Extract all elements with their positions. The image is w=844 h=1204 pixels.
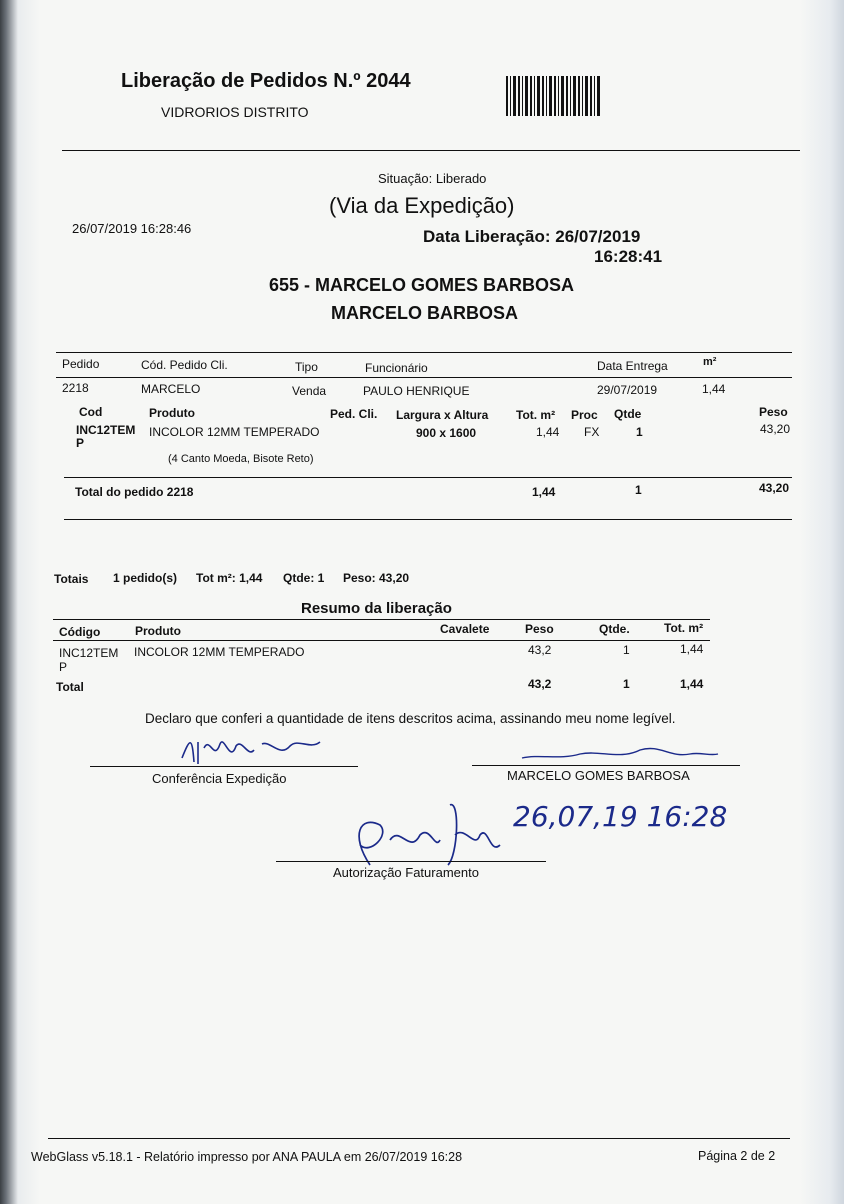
footer-print-info: WebGlass v5.18.1 - Relatório impresso por ANA PAULA em 26/07/2019 16:28 <box>31 1150 463 1164</box>
summary-total-label: Total <box>56 680 84 694</box>
summary-peso: 43,2 <box>528 643 552 657</box>
totals-pedidos: 1 pedido(s) <box>113 571 178 585</box>
divider <box>62 150 800 151</box>
order-data-entrega: 29/07/2019 <box>597 383 658 397</box>
item-tot-m2: 1,44 <box>536 425 560 439</box>
declaration-text <box>145 711 676 726</box>
order-pedido: 2218 <box>62 381 89 395</box>
handwritten-signature-cliente <box>520 740 720 766</box>
col-ped-cli: Ped. Cli. <box>330 407 378 421</box>
signature-line-conferencia <box>90 766 358 767</box>
totals-label: Totais <box>54 572 89 586</box>
summary-col-codigo: Código <box>59 625 101 639</box>
divider <box>64 477 792 478</box>
summary-produto: INCOLOR 12MM TEMPERADO <box>134 645 305 659</box>
summary-col-tot-m2: Tot. m² <box>664 621 704 635</box>
company-name: VIDRORIOS DISTRITO <box>161 104 309 120</box>
cliente-signature-label: MARCELO GOMES BARBOSA <box>507 768 690 783</box>
summary-total-tot-m2: 1,44 <box>680 677 704 691</box>
order-total-qtde: 1 <box>635 483 642 497</box>
summary-col-peso: Peso <box>525 622 554 636</box>
summary-col-produto: Produto <box>135 624 181 638</box>
signature-line-cliente <box>472 765 740 766</box>
copy-type: (Via da Expedição) <box>329 193 515 218</box>
order-cod-cli: MARCELO <box>141 382 201 396</box>
col-largura-altura: Largura x Altura <box>396 408 489 422</box>
summary-col-cavalete: Cavalete <box>440 622 490 636</box>
totals-m2: Tot m²: 1,44 <box>196 571 263 585</box>
document-title: Liberação de Pedidos N.º 2044 <box>121 70 411 92</box>
footer-page-number: Página 2 de 2 <box>698 1149 776 1163</box>
divider <box>64 519 792 520</box>
order-tipo: Venda <box>292 384 327 398</box>
item-peso: 43,20 <box>760 422 791 436</box>
col-qtde: Qtde <box>614 407 642 421</box>
col-cod: Cod <box>79 405 103 419</box>
handwritten-signature-conferencia <box>170 728 330 770</box>
handwritten-signature-autorizacao <box>340 795 510 875</box>
item-qtde: 1 <box>636 425 643 439</box>
divider <box>53 640 710 641</box>
summary-codigo: INC12TEM <box>59 646 119 660</box>
col-proc: Proc <box>571 408 598 422</box>
item-cod-cont: P <box>76 436 85 450</box>
col-tipo: Tipo <box>295 360 318 374</box>
signature-line-autorizacao <box>276 861 546 862</box>
summary-title: Resumo da liberação <box>301 600 452 617</box>
release-time: 16:28:41 <box>594 247 663 266</box>
col-m2: m² <box>703 356 717 368</box>
summary-codigo-cont: P <box>59 660 68 674</box>
divider <box>53 619 710 620</box>
col-tot-m2: Tot. m² <box>516 408 556 422</box>
item-cod: INC12TEM <box>76 423 136 437</box>
declaration-content: Declaro que conferi a quantidade de itens descritos acima, assinando meu nome legível. <box>145 711 676 726</box>
order-funcionario: PAULO HENRIQUE <box>363 384 470 398</box>
order-m2: 1,44 <box>702 382 726 396</box>
item-medidas: 900 x 1600 <box>416 426 477 440</box>
col-pedido: Pedido <box>62 357 100 371</box>
order-total-m2: 1,44 <box>532 485 556 499</box>
totals-qtde: Qtde: 1 <box>283 571 325 585</box>
col-peso: Peso <box>759 405 788 419</box>
release-date: Data Liberação: 26/07/2019 <box>423 227 641 246</box>
summary-qtde: 1 <box>623 643 630 657</box>
item-obs: (4 Canto Moeda, Bisote Reto) <box>168 453 314 465</box>
col-cod-pedido-cli: Cód. Pedido Cli. <box>141 358 228 372</box>
totals-peso: Peso: 43,20 <box>343 571 410 585</box>
print-datetime: 26/07/2019 16:28:46 <box>72 221 192 236</box>
summary-tot-m2: 1,44 <box>680 642 704 656</box>
conferencia-label: Conferência Expedição <box>152 771 287 786</box>
customer-contact: MARCELO BARBOSA <box>331 303 518 323</box>
autorizacao-label: Autorização Faturamento <box>333 865 479 880</box>
handwritten-date: 26,07,19 16:28 <box>513 800 728 833</box>
col-produto: Produto <box>149 406 195 420</box>
footer-divider <box>48 1138 790 1139</box>
order-total-peso: 43,20 <box>759 481 790 495</box>
divider <box>56 352 792 353</box>
summary-total-peso: 43,2 <box>528 677 552 691</box>
status-text: Situação: Liberado <box>378 171 487 186</box>
barcode <box>506 76 600 116</box>
summary-col-qtde: Qtde. <box>599 622 630 636</box>
summary-total-qtde: 1 <box>623 677 630 691</box>
divider <box>56 377 792 378</box>
col-data-entrega: Data Entrega <box>597 359 668 373</box>
order-total-label: Total do pedido 2218 <box>75 485 194 499</box>
customer-name: 655 - MARCELO GOMES BARBOSA <box>269 275 575 295</box>
col-funcionario: Funcionário <box>365 361 428 375</box>
item-proc: FX <box>584 425 600 439</box>
item-produto: INCOLOR 12MM TEMPERADO <box>149 425 320 439</box>
